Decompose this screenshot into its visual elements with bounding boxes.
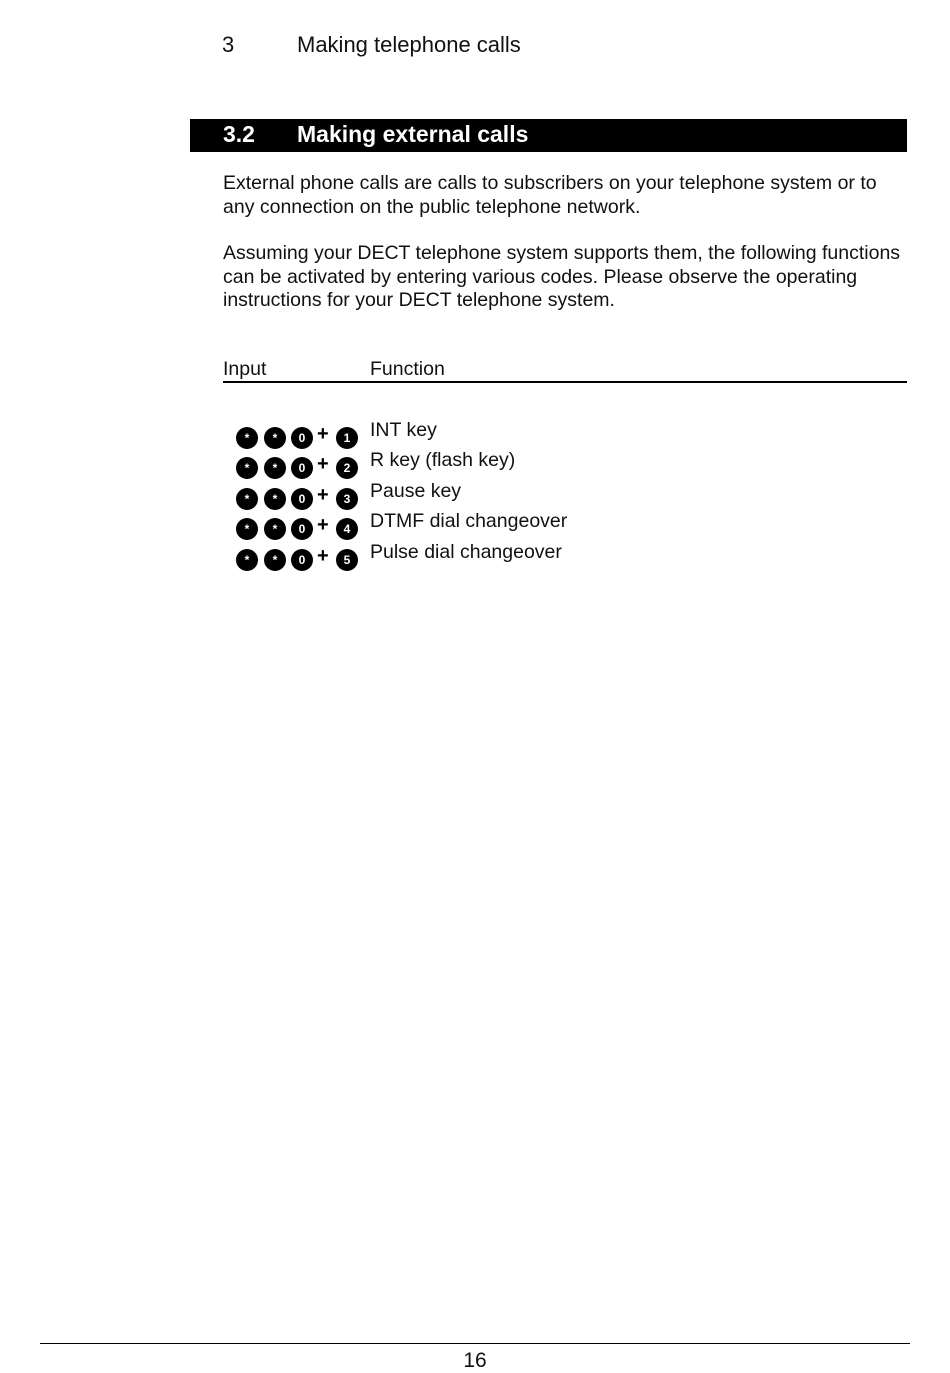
digit-key-icon: 1 xyxy=(336,427,358,449)
plus-sign: + xyxy=(317,453,329,475)
plus-sign: + xyxy=(317,423,329,445)
section-title: Making external calls xyxy=(297,121,529,147)
function-label: DTMF dial changeover xyxy=(370,510,568,532)
zero-key-icon: 0 xyxy=(291,427,313,449)
section-heading xyxy=(190,119,907,152)
star-key-icon: * xyxy=(236,488,258,510)
star-key-icon: * xyxy=(236,457,258,479)
key-sequence xyxy=(236,425,360,453)
key-sequence xyxy=(236,547,360,575)
function-label: Pause key xyxy=(370,480,462,502)
column-header-input: Input xyxy=(223,358,267,380)
star-key-icon: * xyxy=(236,549,258,571)
zero-key-icon: 0 xyxy=(291,549,313,571)
footer-divider xyxy=(40,1343,910,1344)
star-key-icon: * xyxy=(264,457,286,479)
zero-key-icon: 0 xyxy=(291,457,313,479)
star-key-icon: * xyxy=(236,518,258,540)
plus-sign: + xyxy=(317,484,329,506)
plus-sign: + xyxy=(317,514,329,536)
section-number: 3.2 xyxy=(223,121,255,147)
codes-paragraph: Assuming your DECT telephone system supports them, the following functions can be activated by entering various codes. Please observe the operating instructions for your DECT telephone system. xyxy=(223,242,901,311)
chapter-title: Making telephone calls xyxy=(297,32,521,57)
key-sequence xyxy=(236,516,360,544)
function-label: INT key xyxy=(370,419,437,441)
key-sequence xyxy=(236,455,360,483)
function-label: Pulse dial changeover xyxy=(370,541,562,563)
intro-paragraph: External phone calls are calls to subscribers on your telephone system or to any connection on the public telephone network. xyxy=(223,172,877,218)
star-key-icon: * xyxy=(264,549,286,571)
digit-key-icon: 2 xyxy=(336,457,358,479)
star-key-icon: * xyxy=(264,488,286,510)
digit-key-icon: 3 xyxy=(336,488,358,510)
digit-key-icon: 5 xyxy=(336,549,358,571)
plus-sign: + xyxy=(317,545,329,567)
zero-key-icon: 0 xyxy=(291,488,313,510)
star-key-icon: * xyxy=(264,427,286,449)
digit-key-icon: 4 xyxy=(336,518,358,540)
function-label: R key (flash key) xyxy=(370,449,516,471)
column-header-function: Function xyxy=(370,358,445,380)
star-key-icon: * xyxy=(236,427,258,449)
header-divider xyxy=(223,381,907,383)
chapter-number: 3 xyxy=(222,32,235,57)
star-key-icon: * xyxy=(264,518,286,540)
key-sequence xyxy=(236,486,360,514)
page-number: 16 xyxy=(463,1349,487,1372)
zero-key-icon: 0 xyxy=(291,518,313,540)
